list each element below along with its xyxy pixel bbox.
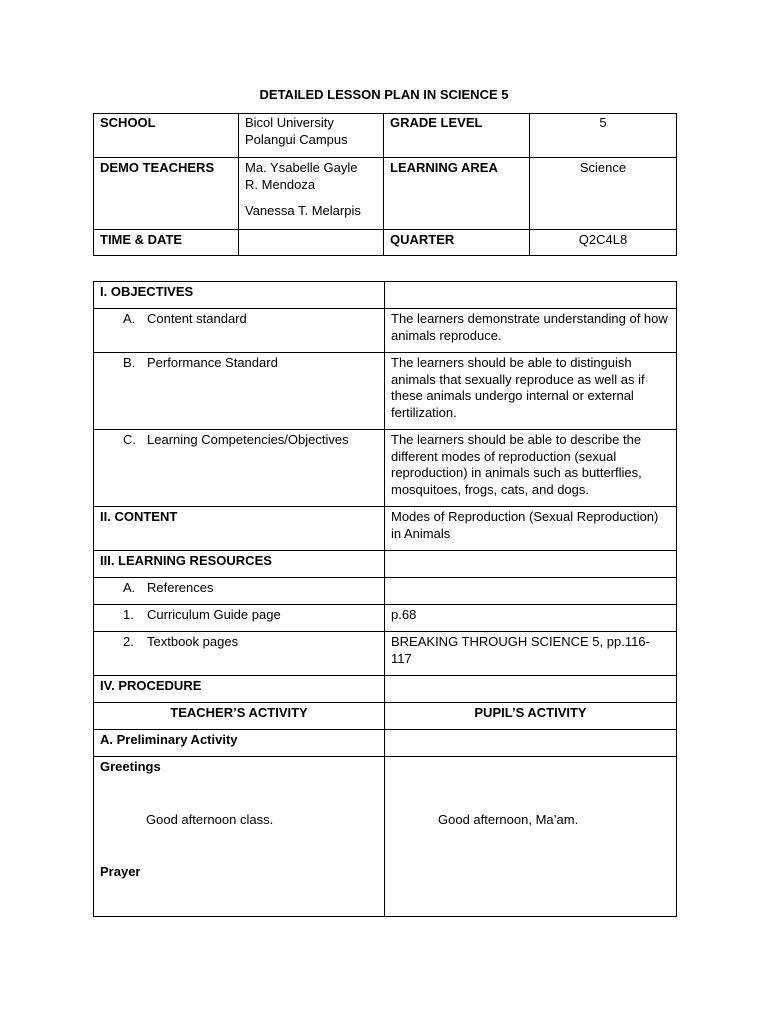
pupil-greetings-cell — [385, 757, 677, 917]
teacher-greeting: Good afternoon class. — [146, 811, 274, 827]
references-letter: A. — [123, 580, 136, 595]
pupil-greeting: Good afternoon, Ma’am. — [438, 811, 579, 827]
teacher1-line1: Ma. Ysabelle Gayle — [245, 160, 358, 175]
header-row-time — [94, 230, 677, 256]
curriculum-guide-label-text: Curriculum Guide page — [147, 607, 281, 622]
school-line1: Bicol University — [245, 115, 334, 130]
grade-level-label: GRADE LEVEL — [384, 114, 530, 158]
teacher1-line2: R. Mendoza — [245, 176, 316, 192]
pupil-activity-header: PUPIL’S ACTIVITY — [385, 703, 677, 730]
time-date-label: TIME & DATE — [94, 230, 239, 256]
content-text: Modes of Reproduction (Sexual Reproduction) in Animals — [385, 507, 677, 551]
content-row — [94, 507, 677, 551]
procedure-empty-cell — [385, 676, 677, 703]
grade-level-value: 5 — [530, 114, 677, 158]
demo-teachers-value — [239, 158, 384, 230]
textbook-label-text: Textbook pages — [147, 634, 239, 649]
greetings-label: Greetings — [100, 759, 161, 774]
activity-header-row — [94, 703, 677, 730]
references-label — [94, 578, 385, 605]
header-info-table — [93, 113, 677, 256]
objectives-row — [94, 282, 677, 309]
content-standard-row — [94, 309, 677, 353]
teacher2: Vanessa T. Melarpis — [245, 203, 361, 218]
preliminary-heading: A. Preliminary Activity — [94, 730, 385, 757]
procedure-heading: IV. PROCEDURE — [94, 676, 385, 703]
quarter-value: Q2C4L8 — [530, 230, 677, 256]
resources-empty-cell — [385, 551, 677, 578]
performance-standard-label-text: Performance Standard — [147, 355, 278, 370]
references-label-text: References — [147, 580, 214, 595]
references-empty-cell — [385, 578, 677, 605]
competencies-text: The learners should be able to describe the different modes of reproduction (sexual reproduction) in animals such as butterflies, mosquitoes, frogs, cats, and dogs. — [385, 430, 677, 507]
demo-teachers-label: DEMO TEACHERS — [94, 158, 239, 230]
content-standard-label — [94, 309, 385, 353]
competencies-row — [94, 430, 677, 507]
curriculum-guide-label — [94, 605, 385, 632]
performance-standard-label — [94, 353, 385, 430]
references-row — [94, 578, 677, 605]
learning-area-value: Science — [530, 158, 677, 230]
textbook-label — [94, 632, 385, 676]
performance-standard-row — [94, 353, 677, 430]
lesson-plan-table — [93, 281, 677, 917]
content-standard-letter: A. — [123, 311, 136, 326]
curriculum-guide-number: 1. — [123, 607, 134, 622]
prayer-label: Prayer — [100, 864, 141, 879]
objectives-heading: I. OBJECTIVES — [94, 282, 385, 309]
teacher-greetings-cell — [94, 757, 385, 917]
learning-area-label: LEARNING AREA — [384, 158, 530, 230]
school-value — [239, 114, 384, 158]
content-heading: II. CONTENT — [94, 507, 385, 551]
performance-standard-text: The learners should be able to distinguish animals that sexually reproduce as well as if these animals undergo internal or external fertilization. — [385, 353, 677, 430]
teacher-activity-header: TEACHER’S ACTIVITY — [94, 703, 385, 730]
curriculum-guide-row — [94, 605, 677, 632]
header-row-teachers — [94, 158, 677, 230]
textbook-number: 2. — [123, 634, 134, 649]
school-label: SCHOOL — [94, 114, 239, 158]
quarter-label: QUARTER — [384, 230, 530, 256]
textbook-row — [94, 632, 677, 676]
header-row-school — [94, 114, 677, 158]
performance-standard-letter: B. — [123, 355, 136, 370]
curriculum-guide-value: p.68 — [385, 605, 677, 632]
resources-row — [94, 551, 677, 578]
textbook-value: BREAKING THROUGH SCIENCE 5, pp.116-117 — [385, 632, 677, 676]
document-title: DETAILED LESSON PLAN IN SCIENCE 5 — [259, 87, 509, 102]
greetings-row — [94, 757, 677, 917]
procedure-row — [94, 676, 677, 703]
objectives-empty-cell — [385, 282, 677, 309]
competencies-letter: C. — [123, 432, 136, 447]
content-standard-label-text: Content standard — [147, 311, 247, 326]
preliminary-empty-cell — [385, 730, 677, 757]
preliminary-row — [94, 730, 677, 757]
school-line2: Polangui Campus — [245, 131, 348, 147]
competencies-label — [94, 430, 385, 507]
time-date-value — [239, 230, 384, 256]
competencies-label-text: Learning Competencies/Objectives — [147, 432, 349, 447]
content-standard-text: The learners demonstrate understanding of how animals reproduce. — [385, 309, 677, 353]
resources-heading: III. LEARNING RESOURCES — [94, 551, 385, 578]
